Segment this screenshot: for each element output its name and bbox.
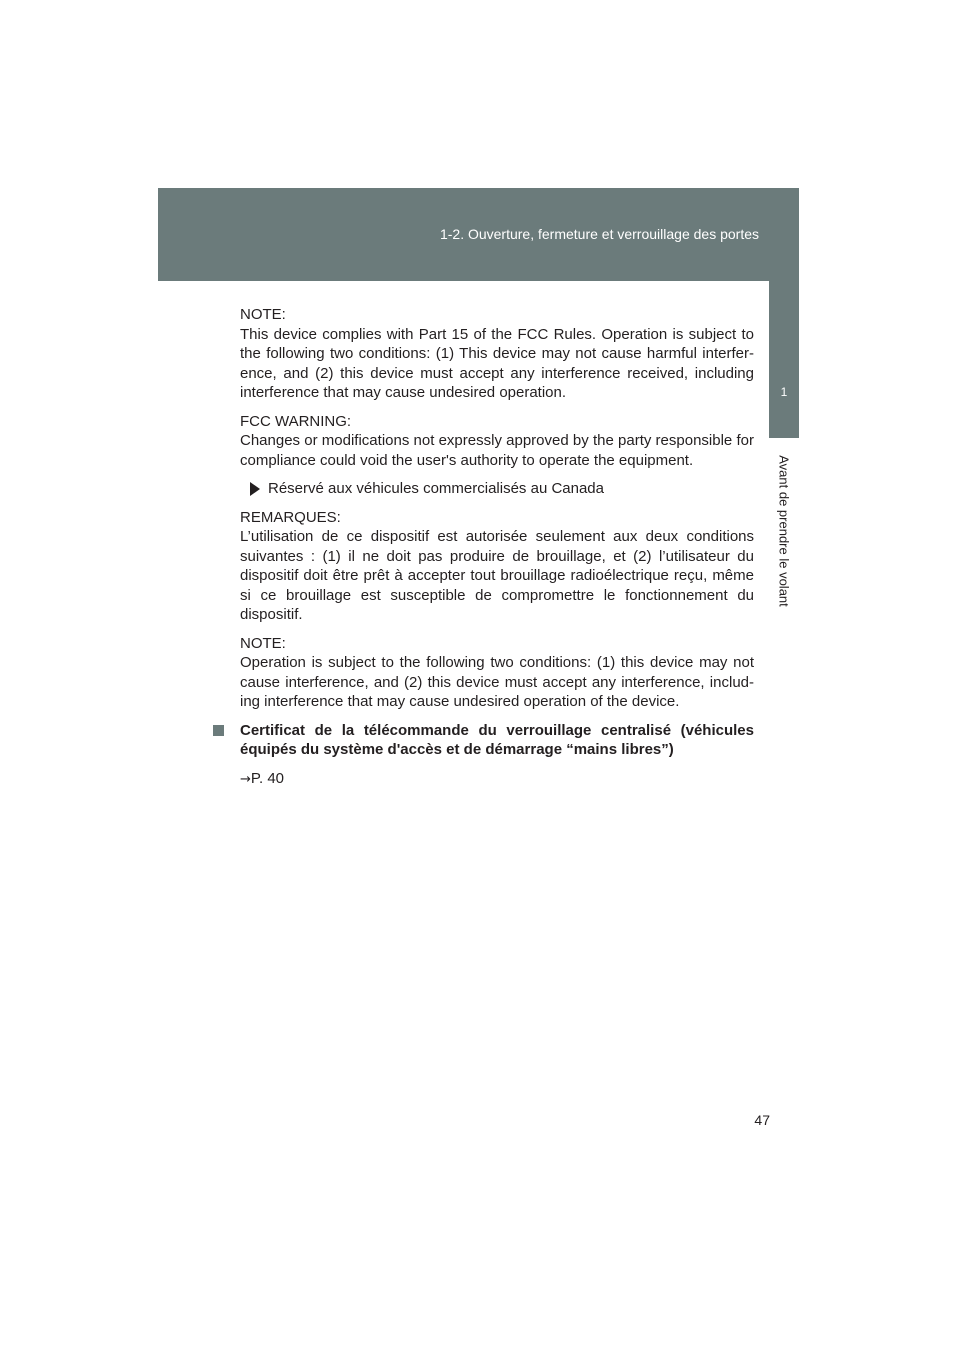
chapter-number: 1 [780,385,788,399]
square-bullet-icon [213,725,224,736]
note-text: This device complies with Part 15 of the FCC Rules. Operation is subject to the following two conditions: (1) This device may not cause harmful interfer-ence, and (2) this device must accept any interference received, including interference that may cause undesired operation. [240,325,754,401]
chapter-label: Avant de prendre le volant [776,455,792,607]
header-band [158,188,799,281]
remarques [240,508,754,625]
page-reference[interactable] [240,769,754,790]
ic-note [240,634,754,712]
remarques-label: REMARQUES: [240,508,341,526]
note-label: NOTE: [240,634,286,652]
note-label: NOTE: [240,306,286,323]
page-content [240,305,754,789]
heading-text: Certificat de la télécommande du verrouillage centralisé (véhicules équipés du système d'accès et de démarrage “mains libres”) [240,721,754,758]
canada-note-text: Réservé aux véhicules commercialisés au Canada [268,480,604,497]
warning-label: FCC WARNING: [240,412,352,430]
fcc-warning [240,412,754,471]
section-heading [213,721,754,760]
page-number: 47 [754,1112,770,1128]
fcc-note [240,305,754,403]
section-title: 1-2. Ouverture, fermeture et verrouillage des portes [439,226,759,242]
chapter-label-wrap [769,442,799,620]
triangle-arrow-icon [250,482,260,496]
page-reference-text[interactable]: P. 40 [250,769,284,787]
remarques-text: L’utilisation de ce dispositif est autorisée seulement aux deux conditions suivantes : (1) il ne doit pas produire de brouillage, et (2) l’utilisateur du dispositif doit être prêt à accepter tout brouillage radioélectrique reçu, même si ce brouillage est susceptible de compromettre le fonctionnement du dispositif. [240,528,754,623]
chapter-tab[interactable] [769,281,799,438]
warning-text: Changes or modifications not expressly approved by the party responsible for compliance could void the user's authority to operate the equipment. [240,432,754,469]
arrow-right-icon: → [240,771,251,787]
canada-note [240,479,754,499]
note-text: Operation is subject to the following two conditions: (1) this device may not cause interference, and (2) this device must accept any interference, includ-ing interference that may cause undesired operation of the device. [240,654,754,710]
